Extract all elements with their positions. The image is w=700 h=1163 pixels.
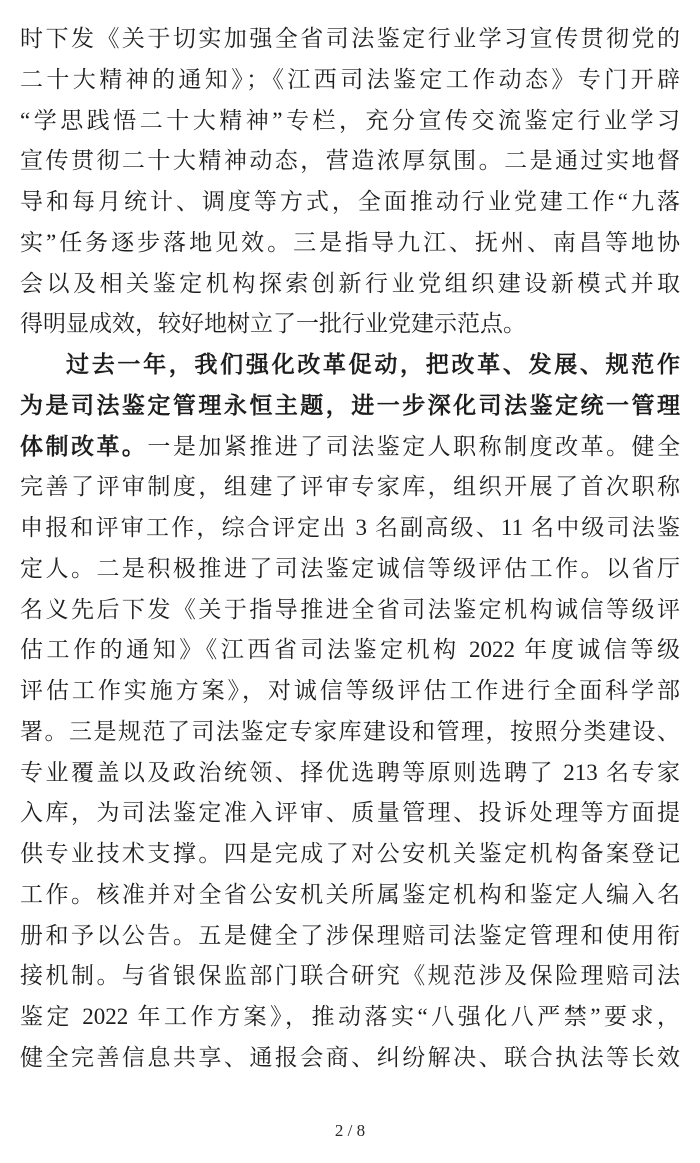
text-run: 定人。二是积极推进了司法鉴定诚信等级评估工作。以省厅 <box>20 555 680 581</box>
text-run: 估工作的通知》《江西省司法鉴定机构 2022 年度诚信等级 <box>20 637 680 663</box>
text-line <box>20 223 680 264</box>
text-run: 二十大精神的通知》；《江西司法鉴定工作动态》专门开辟 <box>20 66 680 92</box>
text-line <box>20 712 680 753</box>
text-line <box>20 141 680 182</box>
text-line <box>20 345 680 386</box>
bold-text-run: 体制改革。 <box>20 433 148 459</box>
text-line <box>20 467 680 508</box>
text-run: 工作。核准并对全省公安机关所属鉴定机构和鉴定人编入名 <box>20 881 680 907</box>
text-line <box>20 304 680 345</box>
text-run: 评估工作实施方案》，对诚信等级评估工作进行全面科学部 <box>20 678 680 703</box>
text-line <box>20 427 680 468</box>
text-run: 名义先后下发《关于指导推进全省司法鉴定机构诚信等级评 <box>20 596 680 622</box>
page-number: 2 / 8 <box>334 1121 366 1140</box>
text-run: 专业覆盖以及政治统领、择优选聘等原则选聘了 213 名专家 <box>20 759 680 785</box>
text-run: 实”任务逐步落地见效。三是指导九江、抚州、南昌等地协 <box>20 229 680 255</box>
text-line <box>20 508 680 549</box>
text-run: 接机制。与省银保监部门联合研究《规范涉及保险理赔司法 <box>20 963 680 989</box>
text-line <box>20 1038 680 1079</box>
text-run: 申报和评审工作，综合评定出 3 名副高级、11 名中级司法鉴 <box>20 515 680 540</box>
text-run: 宣传贯彻二十大精神动态，营造浓厚氛围。二是通过实地督 <box>20 148 680 174</box>
text-run: 过去一年，我们强化改革促动，把改革、发展、规范作 <box>66 352 680 377</box>
text-run: 供专业技术支撑。四是完成了对公安机关鉴定机构备案登记 <box>20 841 680 866</box>
text-line <box>20 753 680 794</box>
text-run: 册和予以公告。五是健全了涉保理赔司法鉴定管理和使用衔 <box>20 922 680 948</box>
document-body <box>20 19 680 1079</box>
text-line <box>20 549 680 590</box>
text-run: 入库，为司法鉴定准入评审、质量管理、投诉处理等方面提 <box>20 800 680 826</box>
text-run: 一是加紧推进了司法鉴定人职称制度改革。健全 <box>147 433 681 459</box>
text-line <box>20 60 680 101</box>
text-run: 健全完善信息共享、通报会商、纠纷解决、联合执法等长效 <box>20 1044 680 1070</box>
text-run: “学思践悟二十大精神”专栏，充分宣传交流鉴定行业学习 <box>20 107 680 133</box>
text-line <box>20 997 680 1038</box>
text-run: 时下发《关于切实加强全省司法鉴定行业学习宣传贯彻党的 <box>20 26 680 51</box>
text-run: 为是司法鉴定管理永恒主题，进一步深化司法鉴定统一管理 <box>20 392 680 418</box>
text-line <box>20 630 680 671</box>
text-run: 导和每月统计、调度等方式，全面推动行业党建工作“九落 <box>20 189 680 214</box>
text-line <box>20 182 680 223</box>
text-line <box>20 916 680 957</box>
text-run: 鉴定 2022 年工作方案》，推动落实“八强化八严禁”要求， <box>20 1004 680 1029</box>
text-line <box>20 671 680 712</box>
text-line <box>20 956 680 997</box>
text-run: 会以及相关鉴定机构探索创新行业党组织建设新模式并取 <box>20 270 680 296</box>
text-run: 署。三是规范了司法鉴定专家库建设和管理，按照分类建设、 <box>20 718 680 744</box>
text-line <box>20 590 680 631</box>
text-line <box>20 793 680 834</box>
text-line <box>20 875 680 916</box>
text-run: 完善了评审制度，组建了评审专家库，组织开展了首次职称 <box>20 474 680 500</box>
text-line <box>20 264 680 305</box>
text-run: 得明显成效，较好地树立了一批行业党建示范点。 <box>20 311 526 337</box>
text-line <box>20 834 680 875</box>
text-line <box>20 19 680 60</box>
text-line <box>20 386 680 427</box>
text-line <box>20 101 680 142</box>
